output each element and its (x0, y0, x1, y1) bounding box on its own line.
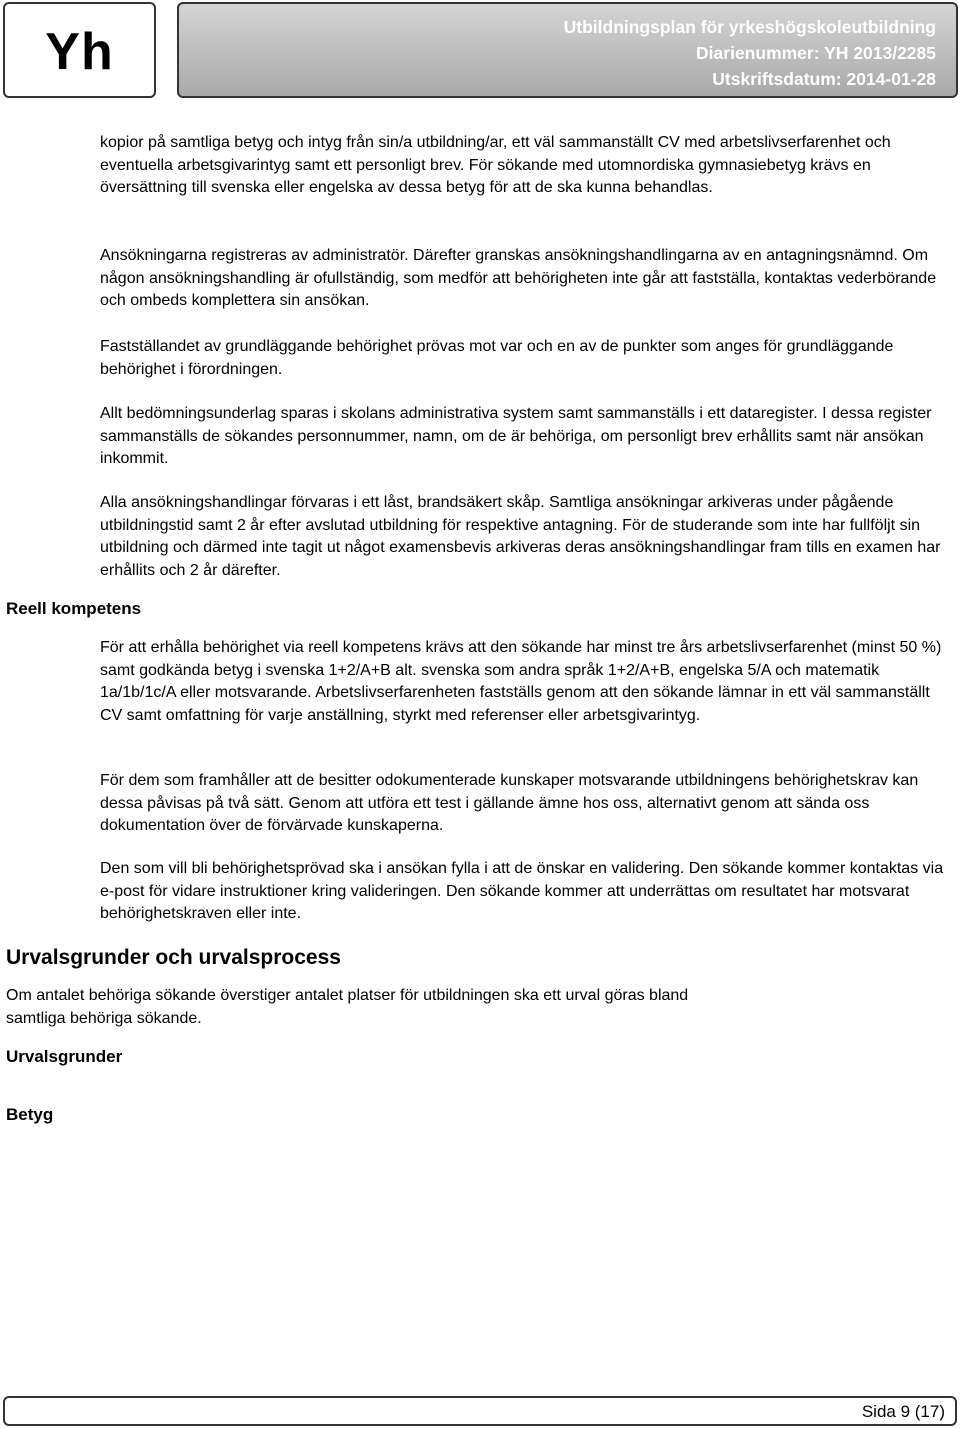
document-title: Utbildningsplan för yrkeshögskoleutbildning (563, 17, 936, 37)
heading-urvalsgrunder: Urvalsgrunder (6, 1047, 123, 1066)
heading-urvalsgrunder-och-urvalsprocess: Urvalsgrunder och urvalsprocess (6, 946, 341, 969)
paragraph-registration: Ansökningarna registreras av administratör. Därefter granskas ansökningshandlingarna av en antagningsnämnd. Om någon ansökningshandling är ofullständig, som medför att behörigheten inte går att fastställa, kontaktas vederbörande och ombeds komplettera sin ansökan. (100, 247, 937, 309)
heading-reell-kompetens: Reell kompetens (6, 599, 142, 618)
diarienummer: Diarienummer: YH 2013/2285 (696, 43, 936, 63)
paragraph-selection: Om antalet behöriga sökande överstiger antalet platser för utbildningen ska ett urval göras bland samtliga behöriga sökande. (6, 987, 689, 1027)
utskriftsdatum: Utskriftsdatum: 2014-01-28 (712, 69, 936, 89)
paragraph-basic-eligibility: Fastställandet av grundläggande behörighet prövas mot var och en av de punkter som anges för grundläggande behörighet i förordningen. (100, 338, 894, 378)
heading-betyg: Betyg (6, 1105, 54, 1124)
paragraph-validation: Den som vill bli behörighetsprövad ska i ansökan fylla i att de önskar en validering. Den sökande kommer kontaktas via e-post för vidare instruktioner kring valideringen. Den sökande kommer att underrättas om resultatet har motsvarat behörighetskraven eller inte. (100, 860, 944, 922)
yh-logo: Yh (45, 23, 114, 81)
paragraph-reell-kompetens: För att erhålla behörighet via reell kompetens krävs att den sökande har minst tre års arbetslivserfarenhet (minst 50 %) samt godkända betyg i svenska 1+2/A+B alt. svenska som andra språk 1+2/A+B, engelska 5/A och matematik 1a/1b/1c/A eller motsvarande. Arbetslivserfarenheten fastställs genom att den sökande lämnar in ett väl sammanställt CV samt omfattning för varje anställning, styrkt med referenser eller arbetsgivarintyg. (100, 639, 942, 724)
paragraph-archiving: Alla ansökningshandlingar förvaras i ett låst, brandsäkert skåp. Samtliga ansökningar arkiveras under pågående utbildningstid samt 2 år efter avslutad utbildning för respektive antagning. För de studerande som inte har fullföljt sin utbildning och därmed inte tagit ut något examensbevis arkiveras deras ansökningshandlingar fram tills en examen har erhållits och 2 år därefter. (100, 494, 941, 579)
document-header (177, 2, 958, 98)
page-footer (3, 1396, 957, 1426)
paragraph-undocumented-knowledge: För dem som framhåller att de besitter odokumenterade kunskaper motsvarande utbildningens behörighetskrav kan dessa påvisas på två sätt. Genom att utföra ett test i gällande ämne hos oss, alternativt genom att sända oss dokumentation över de förvärvade kunskaperna. (100, 772, 919, 834)
page-number: Sida 9 (17) (861, 1402, 945, 1421)
paragraph-application-documents: kopior på samtliga betyg och intyg från sin/a utbildning/ar, ett väl sammanställt CV med arbetslivserfarenhet och eventuella arbetsgivarintyg samt ett personligt brev. För sökande med utomnordiska gymnasiebetyg krävs en översättning till svenska eller engelska av dessa betyg för att de ska kunna behandlas. (100, 134, 891, 196)
paragraph-data-register: Allt bedömningsunderlag sparas i skolans administrativa system samt sammanställs i ett dataregister. I dessa register sammanställs de sökandes personnummer, namn, om de är behöriga, om personligt brev erhållits samt när ansökan inkommit. (100, 405, 932, 467)
logo-box (3, 2, 156, 98)
